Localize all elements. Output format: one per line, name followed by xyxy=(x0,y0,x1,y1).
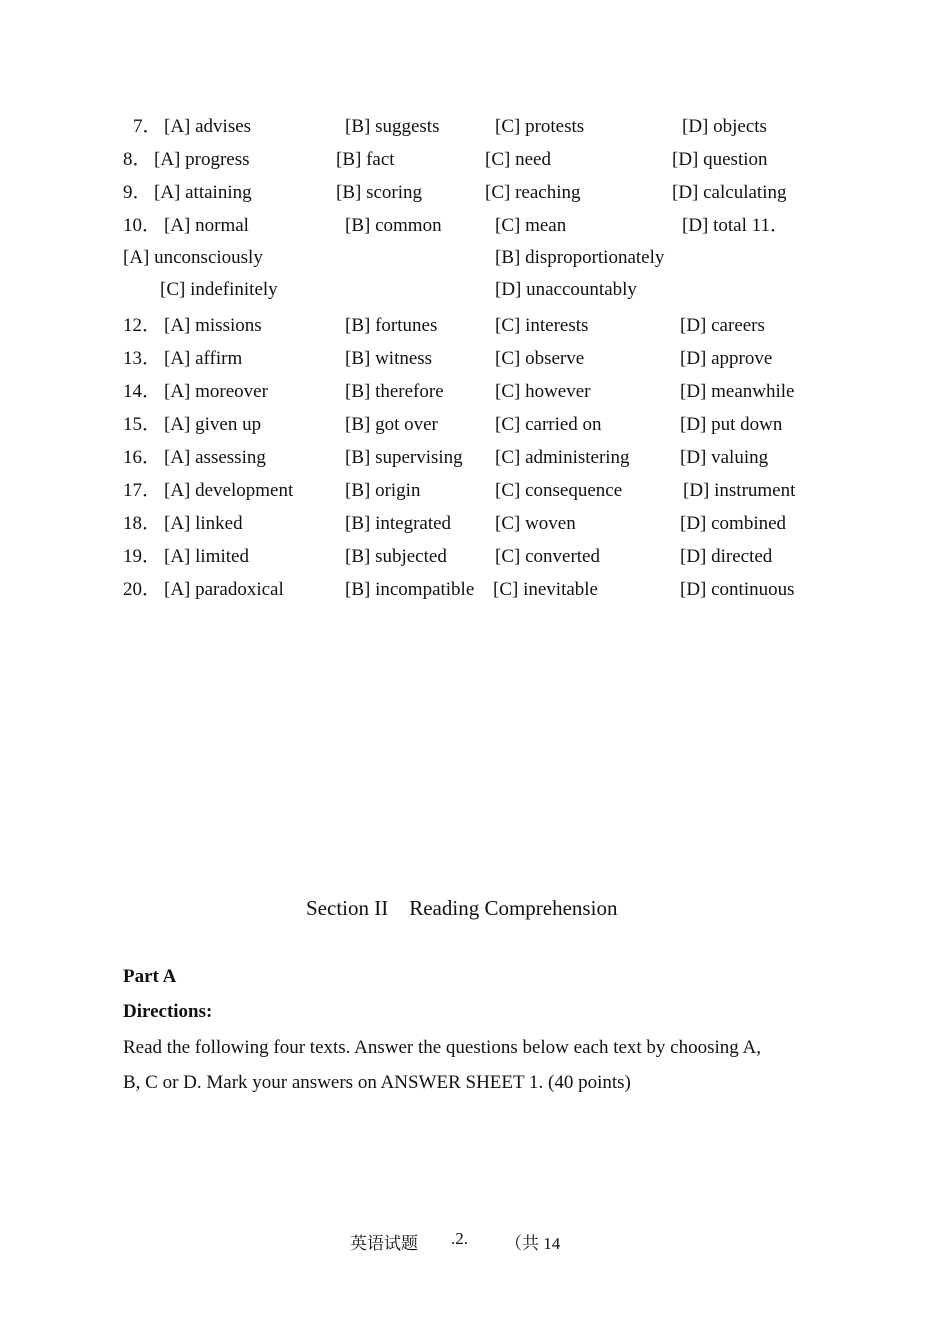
q19-option-c: [C] converted xyxy=(495,546,600,567)
q15-option-d: [D] put down xyxy=(680,414,783,435)
q12-option-b: [B] fortunes xyxy=(345,315,438,336)
q19-option-b: [B] subjected xyxy=(345,546,447,567)
q12-option-d: [D] careers xyxy=(680,315,765,336)
directions-label: Directions: xyxy=(123,1001,213,1022)
q17-option-c: [C] consequence xyxy=(495,480,623,501)
directions-text xyxy=(123,1030,823,1100)
q7-number: 7． xyxy=(133,116,162,137)
q14-option-c: [C] however xyxy=(495,381,591,402)
q18-option-b: [B] integrated xyxy=(345,513,452,534)
q18-number: 18． xyxy=(123,513,162,534)
q8-option-a: [A] progress xyxy=(154,149,250,170)
q15-number: 15． xyxy=(123,414,162,435)
q20-option-d: [D] continuous xyxy=(680,579,795,600)
q19-number: 19． xyxy=(123,546,162,567)
q14-option-a: [A] moreover xyxy=(164,381,268,402)
footer-total-pages: （共 14 xyxy=(505,1234,561,1253)
q19-option-d: [D] directed xyxy=(680,546,773,567)
q10-option-a: [A] normal xyxy=(164,215,249,236)
q8-option-c: [C] need xyxy=(485,149,551,170)
q10-option-b: [B] common xyxy=(345,215,442,236)
q9-option-d: [D] calculating xyxy=(672,182,787,203)
q8-option-b: [B] fact xyxy=(336,149,395,170)
q9-option-c: [C] reaching xyxy=(485,182,581,203)
q18-option-c: [C] woven xyxy=(495,513,576,534)
q12-option-a: [A] missions xyxy=(164,315,262,336)
q10-option-d: [D] total 11． xyxy=(682,215,789,236)
q9-number: 9． xyxy=(123,182,152,203)
q12-option-c: [C] interests xyxy=(495,315,589,336)
q11-option-a: [A] unconsciously xyxy=(123,247,263,268)
q17-option-b: [B] origin xyxy=(345,480,421,501)
q16-option-a: [A] assessing xyxy=(164,447,266,468)
q13-number: 13． xyxy=(123,348,162,369)
section-title: Section II Reading Comprehension xyxy=(306,896,618,920)
q16-number: 16． xyxy=(123,447,162,468)
footer-exam-title: 英语试题 xyxy=(350,1234,418,1253)
q8-number: 8． xyxy=(123,149,152,170)
q9-option-b: [B] scoring xyxy=(336,182,423,203)
q20-option-c: [C] inevitable xyxy=(493,579,598,600)
q15-option-a: [A] given up xyxy=(164,414,262,435)
q13-option-c: [C] observe xyxy=(495,348,585,369)
q14-option-b: [B] therefore xyxy=(345,381,444,402)
q12-number: 12． xyxy=(123,315,162,336)
q16-option-c: [C] administering xyxy=(495,447,630,468)
q10-number: 10． xyxy=(123,215,162,236)
q15-option-c: [C] carried on xyxy=(495,414,602,435)
directions-line-1: Read the following four texts. Answer the questions below each text by choosing A, xyxy=(123,1037,761,1058)
q20-option-a: [A] paradoxical xyxy=(164,579,284,600)
footer-page-number: .2. xyxy=(451,1229,468,1248)
q16-option-d: [D] valuing xyxy=(680,447,769,468)
part-label: Part A xyxy=(123,966,177,987)
q18-option-d: [D] combined xyxy=(680,513,787,534)
q18-option-a: [A] linked xyxy=(164,513,243,534)
q15-option-b: [B] got over xyxy=(345,414,438,435)
q14-option-d: [D] meanwhile xyxy=(680,381,795,402)
q9-option-a: [A] attaining xyxy=(154,182,252,203)
q13-option-b: [B] witness xyxy=(345,348,433,369)
q14-number: 14． xyxy=(123,381,162,402)
q7-option-c: [C] protests xyxy=(495,116,585,137)
q19-option-a: [A] limited xyxy=(164,546,249,567)
q20-number: 20． xyxy=(123,579,162,600)
q17-option-a: [A] development xyxy=(164,480,294,501)
q7-option-d: [D] objects xyxy=(682,116,767,137)
q20-option-b: [B] incompatible xyxy=(345,579,475,600)
q17-option-d: [D] instrument xyxy=(683,480,796,501)
q13-option-a: [A] affirm xyxy=(164,348,243,369)
directions-line-2: B, C or D. Mark your answers on ANSWER SHEET 1. (40 points) xyxy=(123,1072,631,1093)
q17-number: 17． xyxy=(123,480,162,501)
q13-option-d: [D] approve xyxy=(680,348,773,369)
q10-option-c: [C] mean xyxy=(495,215,567,236)
q11-option-b: [B] disproportionately xyxy=(495,247,665,268)
q11-option-d: [D] unaccountably xyxy=(495,279,637,300)
q16-option-b: [B] supervising xyxy=(345,447,463,468)
q8-option-d: [D] question xyxy=(672,149,768,170)
q11-option-c: [C] indefinitely xyxy=(160,279,278,300)
q7-option-a: [A] advises xyxy=(164,116,252,137)
q7-option-b: [B] suggests xyxy=(345,116,440,137)
